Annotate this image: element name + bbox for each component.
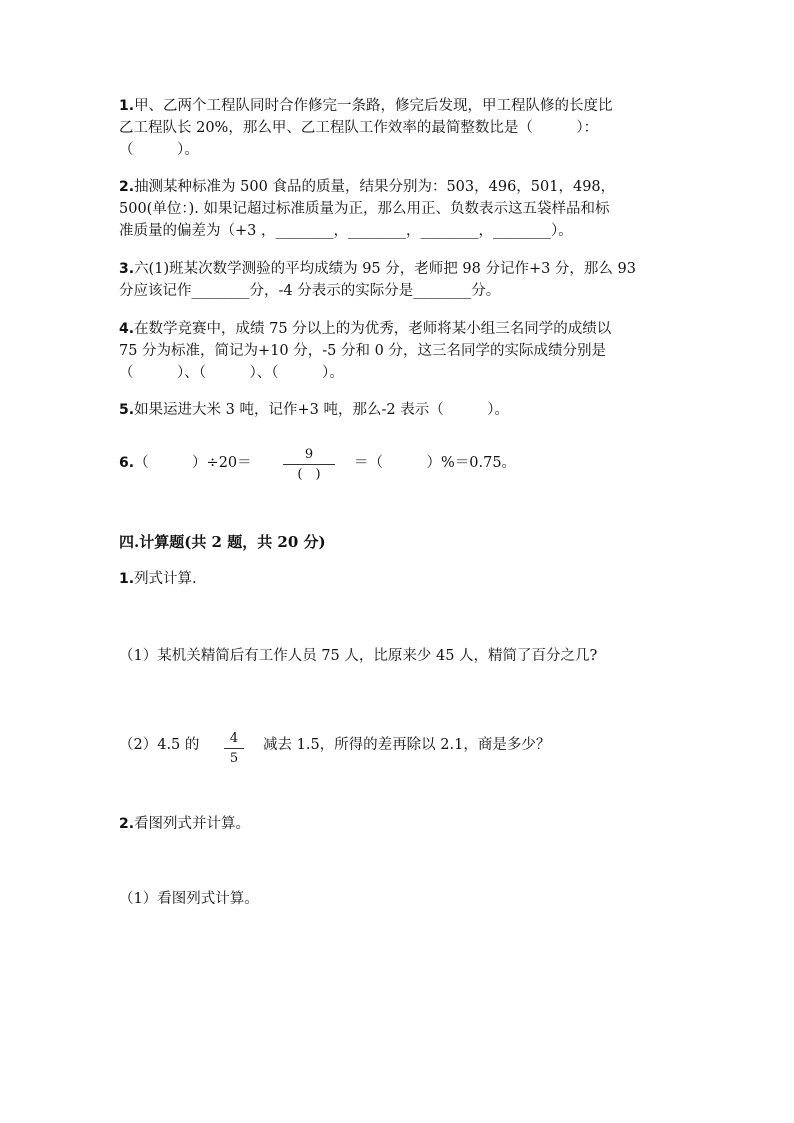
q1-line-3: （ ）。 [119,142,199,158]
q2-line-2: 500(单位：). 如果记超过标准质量为正，那么用正、负数表示这五袋样品和标 [119,201,610,217]
p1-sub2-left: （2）4.5 的 [119,737,200,753]
q6-fraction [283,447,335,482]
q6-left [119,452,252,474]
q2-number: 2. [119,179,135,195]
q1-line-1 [119,95,613,117]
p2-sub1: （1）看图列式计算。 [119,891,259,907]
p1-sub2-fraction-bar [224,748,244,749]
q2-text-1: 抽测某种标准为 500 食品的质量，结果分别为：503，496，501，498， [134,179,616,195]
q3-line-1 [119,258,636,280]
q6-fraction-numerator: 9 [304,447,314,462]
p1-sub2-fraction [224,731,244,766]
q3-text-1: 六(1)班某次数学测验的平均成绩为 95 分，老师把 98 分记作+3 分，那么 93 [134,261,636,277]
p1-sub2-fraction-denominator: 5 [229,751,239,766]
q4-text-1: 在数学竞赛中，成绩 75 分以上的为优秀，老师将某小组三名同学的成绩以 [134,321,612,337]
q6-right: ＝（ ）%＝0.75。 [354,455,517,471]
q5-number: 5. [119,402,135,418]
q4-line-1 [119,318,611,340]
p1-sub1: （1）某机关精简后有工作人员 75 人，比原来少 45 人，精简了百分之几? [119,648,598,664]
p1-title-line [119,568,197,590]
q2-line-1 [119,176,615,198]
q6-fraction-denominator: ( ) [297,467,321,482]
q1-line-2: 乙工程队长 20%，那么甲、乙工程队工作效率的最简整数比是（ ）： [119,120,599,136]
p1-sub2-fraction-numerator: 4 [229,731,239,746]
p1-number: 1. [119,571,135,587]
section-heading: 四.计算题(共 2 题，共 20 分) [119,533,326,551]
p2-title: 看图列式并计算。 [134,816,251,832]
q1-text-1: 甲、乙两个工程队同时合作修完一条路，修完后发现，甲工程队修的长度比 [134,98,613,114]
p2-number: 2. [119,816,135,832]
q5-line-1 [119,399,509,421]
p2-title-line [119,813,250,835]
q6-left-text: （ ）÷20＝ [134,455,252,471]
q5-text-1: 如果运进大米 3 吨，记作+3 吨，那么-2 表示（ ）。 [134,402,509,418]
p1-title: 列式计算. [134,571,197,587]
q4-line-3: （ ）、（ ）、（ ）。 [119,365,344,381]
p1-sub2-right: 减去 1.5，所得的差再除以 2.1，商是多少？ [263,737,551,753]
q4-number: 4. [119,321,135,337]
q6-fraction-bar [283,464,335,465]
q6-number: 6. [119,455,135,471]
q2-line-3: 准质量的偏差为（+3 ，________，________，________，________）。 [119,223,573,239]
q3-number: 3. [119,261,135,277]
q4-line-2: 75 分为标准，简记为+10 分，-5 分和 0 分，这三名同学的实际成绩分别是 [119,343,606,359]
q3-line-2: 分应该记作________分，-4 分表示的实际分是________分。 [119,283,501,299]
q1-number: 1. [119,98,135,114]
